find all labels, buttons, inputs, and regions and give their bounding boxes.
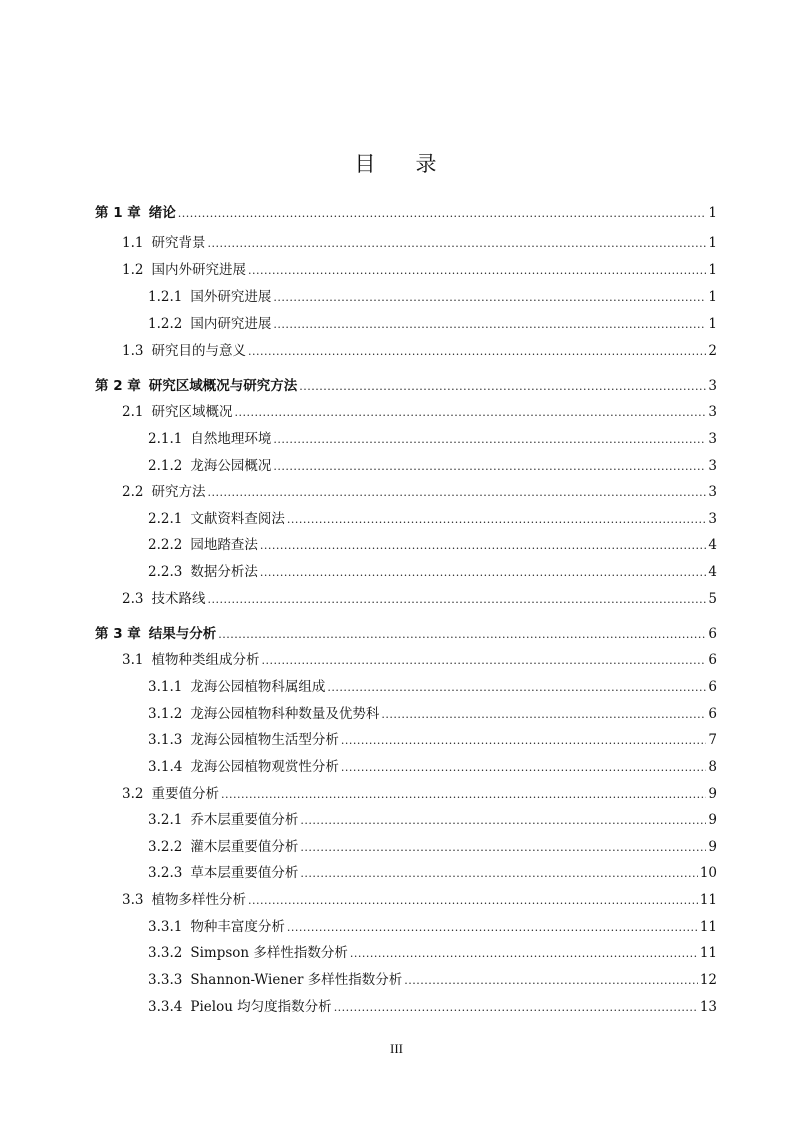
toc-dot-leader	[381, 706, 706, 724]
toc-entry-title: 园地踏查法	[190, 537, 258, 553]
toc-entry-title: Shannon-Wiener 多样性指数分析	[190, 972, 403, 988]
toc-entry-title: 乔木层重要值分析	[190, 812, 299, 828]
toc-dot-leader	[273, 431, 706, 449]
toc-entry-title: 植物多样性分析	[151, 892, 246, 908]
toc-entry-number: 3.2.1	[148, 812, 183, 828]
toc-dot-leader	[218, 626, 706, 644]
toc-subsection-3-3-3[interactable]	[148, 971, 717, 990]
toc-page-number: 9	[708, 812, 717, 828]
toc-page-number: 1	[708, 289, 717, 305]
toc-entry-title: 国内研究进展	[190, 316, 272, 332]
toc-entry-number: 3.1	[122, 652, 144, 668]
toc-entry-number: 1.2.2	[148, 316, 183, 332]
toc-entry-number: 3.1.1	[148, 679, 183, 695]
toc-entry-number: 3.2.3	[148, 865, 183, 881]
toc-chapter-2[interactable]	[95, 377, 717, 396]
toc-page-number: 10	[699, 865, 717, 881]
toc-entry-title: 草本层重要值分析	[190, 865, 299, 881]
toc-subsection-3-1-4[interactable]	[148, 758, 717, 777]
toc-entry-number: 1.2	[122, 262, 144, 278]
page-number: III	[390, 1041, 403, 1056]
toc-entry-number: 2.3	[122, 591, 144, 607]
toc-entry-number: 1.1	[122, 235, 144, 251]
toc-dot-leader	[248, 262, 706, 280]
toc-subsection-1-2-2[interactable]	[148, 315, 717, 334]
toc-entry-title: 龙海公园概况	[190, 458, 272, 474]
toc-entry-number: 2.2	[122, 484, 144, 500]
toc-page-number: 6	[708, 626, 717, 642]
toc-entry-title: 灌木层重要值分析	[190, 839, 299, 855]
toc-entry-title: 研究目的与意义	[151, 343, 246, 359]
toc-entry-number: 第 2 章	[95, 378, 141, 394]
toc-dot-leader	[300, 812, 706, 830]
toc-section-1-2[interactable]	[122, 261, 717, 280]
toc-entry-number: 2.1.2	[148, 458, 183, 474]
toc-subsection-2-1-2[interactable]	[148, 457, 717, 476]
toc-chapter-3[interactable]	[95, 625, 717, 644]
toc-entry-title: 研究方法	[151, 484, 206, 500]
toc-dot-leader	[207, 591, 706, 609]
toc-subsection-3-2-3[interactable]	[148, 864, 717, 883]
toc-dot-leader	[207, 484, 706, 502]
toc-dot-leader	[300, 865, 697, 883]
toc-entry-number: 2.1	[122, 404, 144, 420]
toc-subsection-3-3-1[interactable]	[148, 918, 717, 937]
toc-subsection-3-2-2[interactable]	[148, 838, 717, 857]
toc-page-number: 3	[708, 458, 717, 474]
toc-page-number: 11	[699, 892, 717, 908]
toc-entry-title: 文献资料查阅法	[190, 511, 285, 527]
toc-subsection-2-1-1[interactable]	[148, 430, 717, 449]
toc-dot-leader	[300, 839, 706, 857]
toc-dot-leader	[260, 564, 707, 582]
toc-section-3-2[interactable]	[122, 785, 717, 804]
toc-page-number: 1	[708, 316, 717, 332]
toc-entry-number: 3.2	[122, 786, 144, 802]
toc-entry-number: 3.3.1	[148, 919, 183, 935]
toc-entry-number: 2.2.1	[148, 511, 183, 527]
toc-page-number: 13	[699, 999, 717, 1015]
toc-page-number: 6	[708, 679, 717, 695]
toc-section-2-1[interactable]	[122, 403, 717, 422]
title-char-1: 目	[354, 152, 378, 176]
toc-dot-leader	[178, 205, 707, 223]
toc-dot-leader	[287, 919, 698, 937]
toc-entry-title: 植物种类组成分析	[151, 652, 260, 668]
toc-subsection-2-2-1[interactable]	[148, 510, 717, 529]
toc-entry-number: 1.3	[122, 343, 144, 359]
toc-subsection-3-3-2[interactable]	[148, 944, 717, 963]
toc-entry-title: 龙海公园植物观赏性分析	[190, 759, 339, 775]
toc-entry-title: 研究背景	[151, 235, 206, 251]
toc-section-1-1[interactable]	[122, 234, 717, 253]
toc-page-number: 1	[708, 235, 717, 251]
toc-page-number: 3	[708, 484, 717, 500]
page-title	[0, 148, 793, 178]
toc-dot-leader	[234, 404, 706, 422]
toc-page-number: 3	[708, 378, 717, 394]
toc-subsection-3-1-1[interactable]	[148, 678, 717, 697]
toc-page-number: 12	[699, 972, 717, 988]
toc-entry-title: 技术路线	[151, 591, 206, 607]
toc-section-2-3[interactable]	[122, 590, 717, 609]
toc-page-number: 1	[708, 262, 717, 278]
toc-entry-number: 3.3.2	[148, 945, 183, 961]
toc-page-number: 6	[708, 652, 717, 668]
toc-dot-leader	[273, 316, 706, 334]
toc-page-number: 5	[708, 591, 717, 607]
toc-dot-leader	[221, 786, 706, 804]
toc-entry-number: 第 1 章	[95, 205, 141, 221]
toc-entry-title: 绪论	[148, 205, 176, 221]
toc-entry-number: 2.1.1	[148, 431, 183, 447]
toc-subsection-3-1-2[interactable]	[148, 705, 717, 724]
toc-dot-leader	[248, 343, 706, 361]
toc-entry-number: 2.2.2	[148, 537, 183, 553]
toc-entry-number: 2.2.3	[148, 564, 183, 580]
toc-section-2-2[interactable]	[122, 483, 717, 502]
toc-dot-leader	[248, 892, 698, 910]
toc-chapter-1[interactable]	[95, 204, 717, 223]
toc-entry-number: 3.3.3	[148, 972, 183, 988]
toc-page-number: 9	[708, 786, 717, 802]
toc-entry-title: 龙海公园植物生活型分析	[190, 732, 339, 748]
toc-section-3-1[interactable]	[122, 651, 717, 670]
toc-section-3-3[interactable]	[122, 891, 717, 910]
toc-entry-title: 龙海公园植物科属组成	[190, 679, 326, 695]
toc-page-number: 4	[708, 537, 717, 553]
toc-entry-number: 3.3.4	[148, 999, 183, 1015]
toc-dot-leader	[404, 972, 698, 990]
toc-subsection-2-2-3[interactable]	[148, 563, 717, 582]
toc-entry-number: 3.1.2	[148, 706, 183, 722]
toc-page-number: 3	[708, 404, 717, 420]
toc-page-number: 7	[708, 732, 717, 748]
toc-dot-leader	[350, 945, 698, 963]
toc-page-number: 9	[708, 839, 717, 855]
title-char-2: 录	[415, 152, 439, 176]
toc-entry-number: 1.2.1	[148, 289, 183, 305]
toc-entry-title: 重要值分析	[151, 786, 219, 802]
toc-entry-title: Simpson 多样性指数分析	[190, 945, 348, 961]
toc-dot-leader	[273, 458, 706, 476]
toc-entry-title: 龙海公园植物科种数量及优势科	[190, 706, 380, 722]
toc-subsection-3-1-3[interactable]	[148, 731, 717, 750]
toc-page-number: 3	[708, 511, 717, 527]
toc-entry-title: 结果与分析	[148, 626, 217, 642]
toc-dot-leader	[341, 759, 707, 777]
toc-entry-title: 物种丰富度分析	[190, 919, 285, 935]
toc-entry-number: 3.1.3	[148, 732, 183, 748]
toc-entry-title: Pielou 均匀度指数分析	[190, 999, 332, 1015]
toc-entry-title: 国内外研究进展	[151, 262, 246, 278]
toc-section-1-3[interactable]	[122, 342, 717, 361]
toc-subsection-3-3-4[interactable]	[148, 998, 717, 1017]
toc-dot-leader	[299, 378, 706, 396]
toc-page-number: 1	[708, 205, 717, 221]
toc-subsection-3-2-1[interactable]	[148, 811, 717, 830]
toc-entry-title: 自然地理环境	[190, 431, 272, 447]
toc-dot-leader	[273, 289, 706, 307]
toc-subsection-2-2-2[interactable]	[148, 536, 717, 555]
toc-page-number: 8	[708, 759, 717, 775]
toc-dot-leader	[261, 652, 706, 670]
toc-page-number: 11	[699, 945, 717, 961]
toc-page-number: 4	[708, 564, 717, 580]
toc-dot-leader	[341, 732, 707, 750]
toc-page-number: 6	[708, 706, 717, 722]
toc-entry-number: 3.1.4	[148, 759, 183, 775]
toc-page-number: 11	[699, 919, 717, 935]
toc-subsection-1-2-1[interactable]	[148, 288, 717, 307]
toc-dot-leader	[287, 511, 707, 529]
toc-entry-title: 研究区域概况	[151, 404, 233, 420]
toc-dot-leader	[327, 679, 706, 697]
toc-entry-title: 数据分析法	[190, 564, 258, 580]
toc-entry-title: 研究区域概况与研究方法	[148, 378, 298, 394]
toc-entry-number: 第 3 章	[95, 626, 141, 642]
toc-page-number: 3	[708, 431, 717, 447]
toc-page-number: 2	[708, 343, 717, 359]
toc-entry-number: 3.2.2	[148, 839, 183, 855]
toc-dot-leader	[334, 999, 698, 1017]
toc-entry-title: 国外研究进展	[190, 289, 272, 305]
toc-dot-leader	[207, 235, 706, 253]
toc-dot-leader	[260, 537, 707, 555]
toc-entry-number: 3.3	[122, 892, 144, 908]
